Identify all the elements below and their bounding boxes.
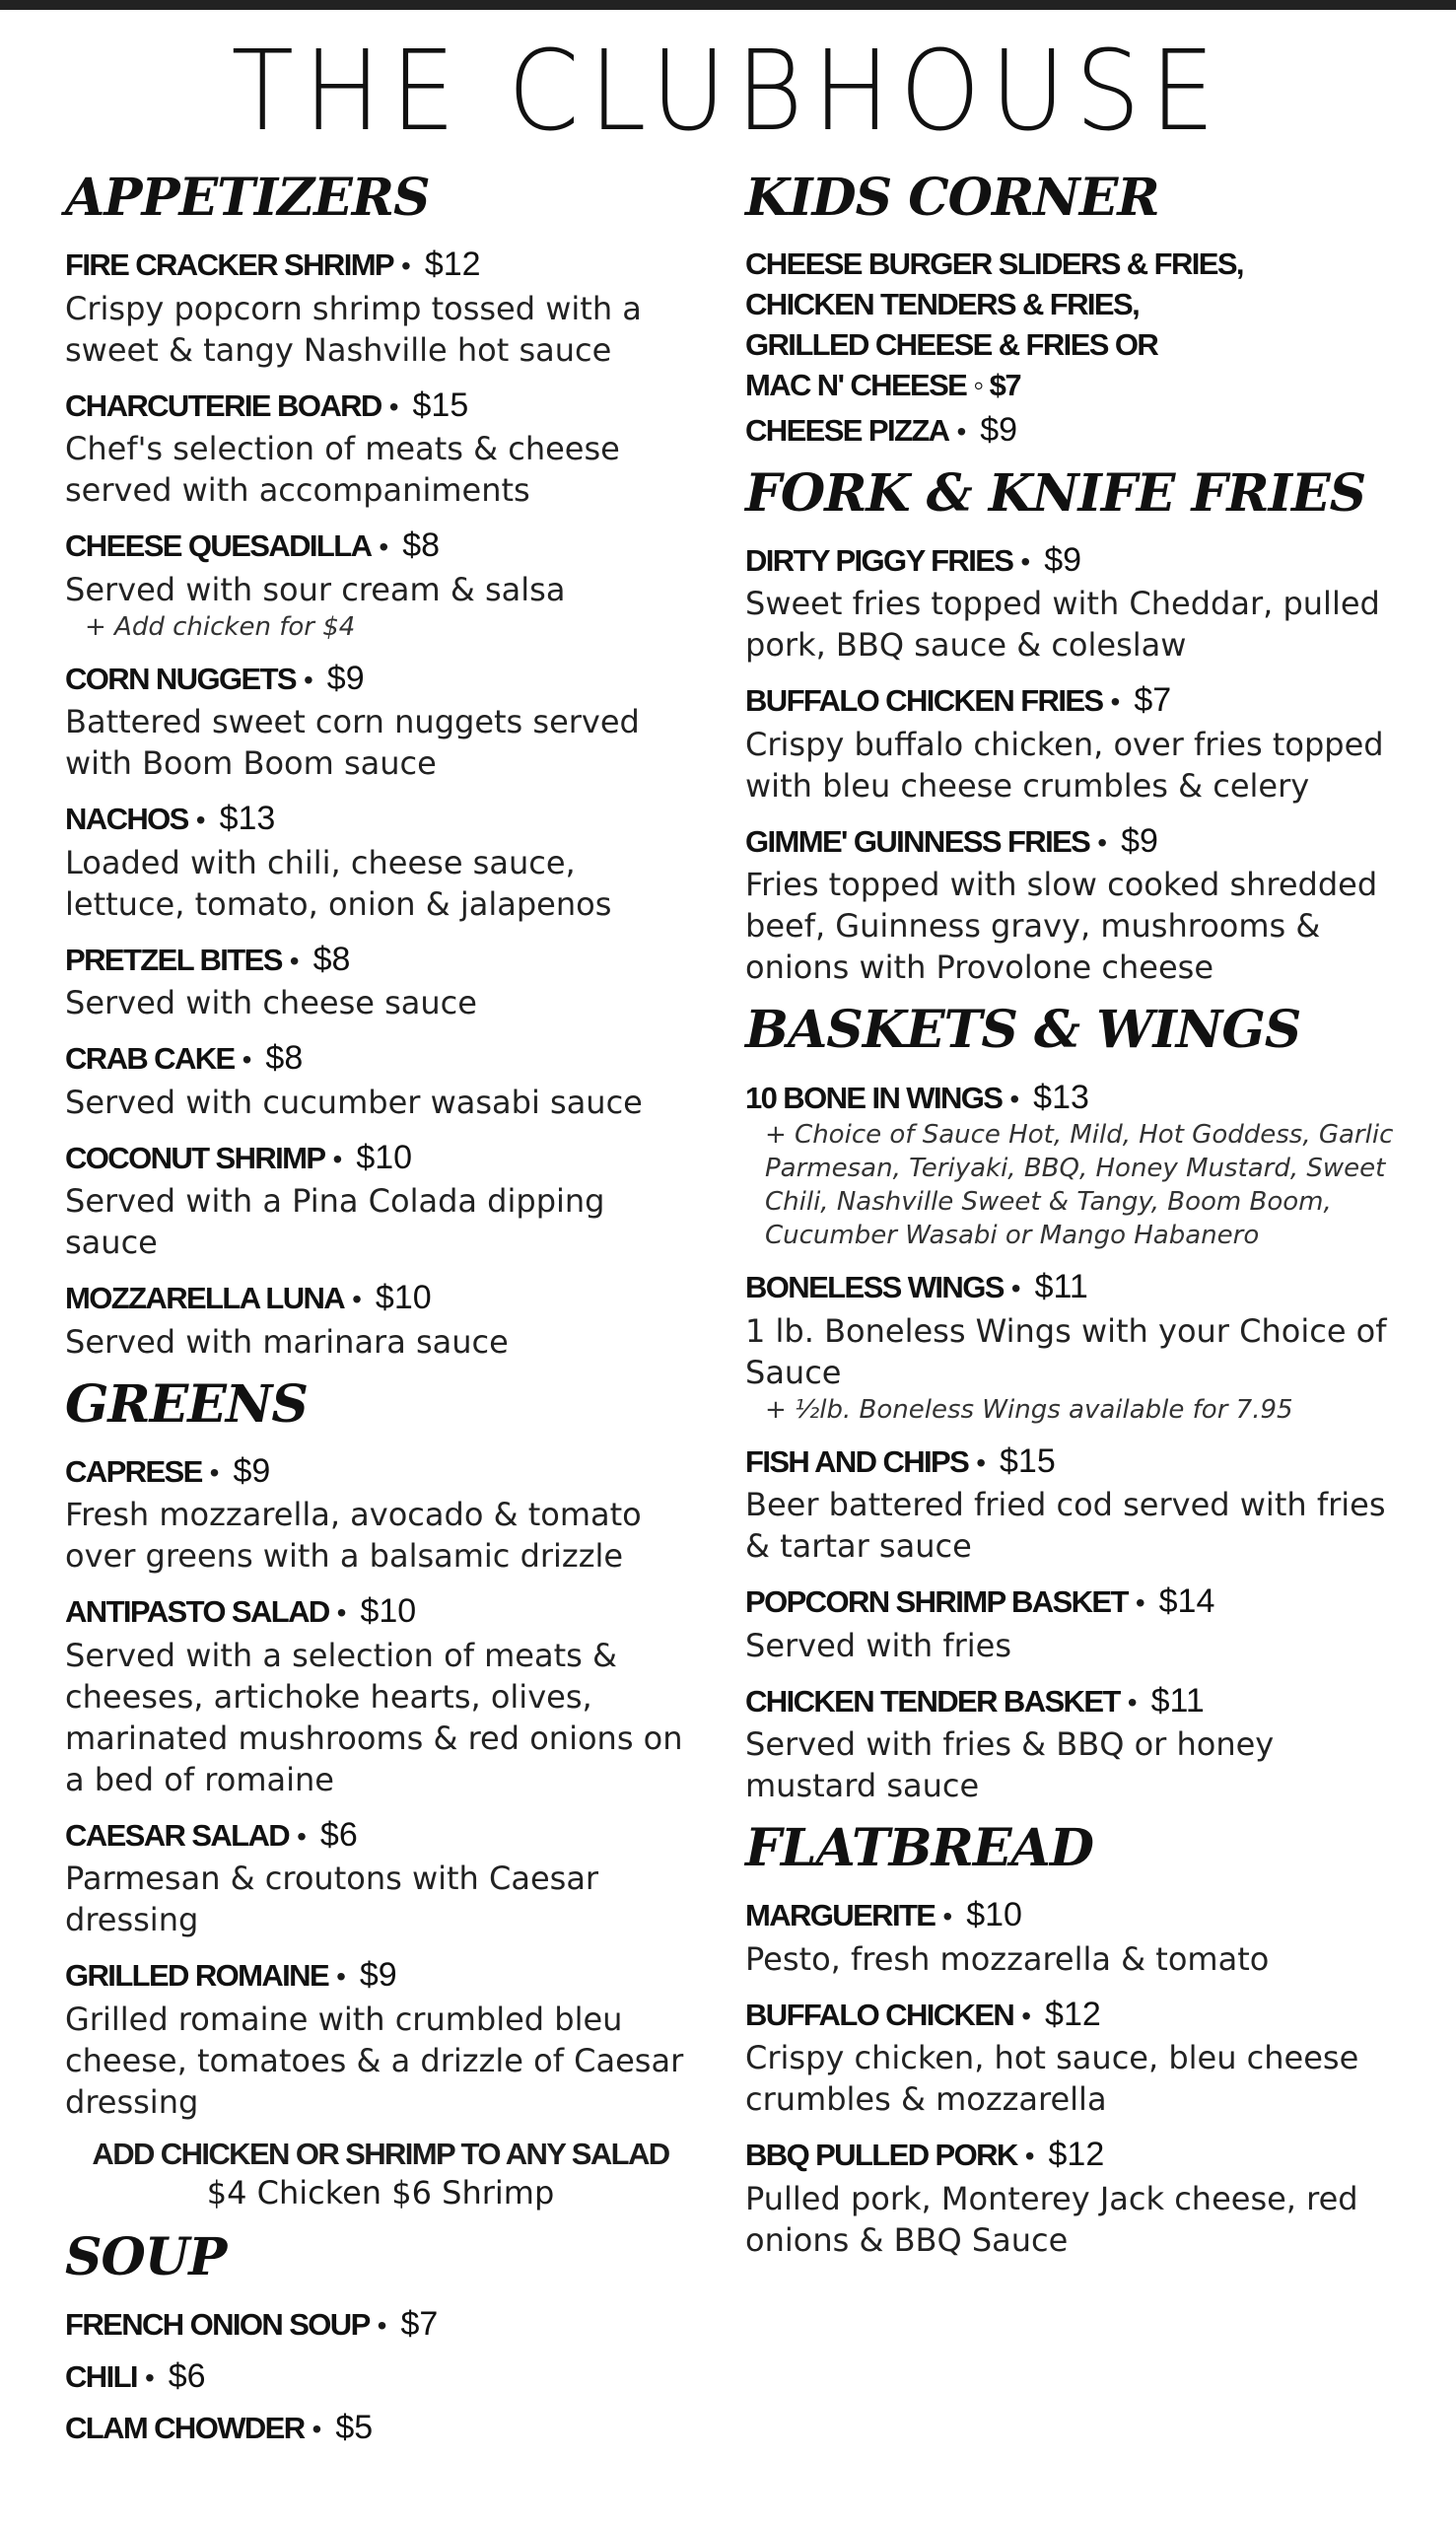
item-price: $7: [400, 2305, 439, 2344]
item-name: COCONUT SHRIMP: [65, 1140, 325, 1175]
item-name: CAESAR SALAD: [65, 1817, 290, 1853]
item-name: CHARCUTERIE BOARD: [65, 387, 381, 423]
separator-dot: •: [379, 531, 389, 563]
item-price: $9: [1121, 821, 1158, 860]
item-price: $9: [326, 659, 365, 697]
item-description: Chef's selection of meats & cheese served with accompaniments: [65, 430, 620, 510]
salad-addon-title: ADD CHICKEN OR SHRIMP TO ANY SALAD: [92, 2136, 669, 2171]
separator-dot: •: [352, 1284, 362, 1315]
item-name: CLAM CHOWDER: [65, 2411, 305, 2446]
item-description: Battered sweet corn nuggets served with Boom Boom sauce: [65, 703, 640, 783]
item-name: POPCORN SHRIMP BASKET: [745, 1584, 1128, 1620]
item-name: CAPRESE: [65, 1453, 202, 1489]
item-price: $13: [219, 800, 276, 838]
separator-dot: •: [1020, 545, 1031, 577]
item-price: $9: [980, 411, 1018, 450]
item-description: Beer battered fried cod served with fries & tartar sauce: [745, 1486, 1386, 1566]
item-price: $8: [265, 1039, 304, 1078]
item-name: BONELESS WINGS: [745, 1270, 1004, 1305]
right-column: [745, 170, 1396, 2275]
item-description: Grilled romaine with crumbled bleu cheese, tomatoes & a drizzle of Caesar dressing: [65, 2000, 684, 2121]
item-description: Crispy popcorn shrimp tossed with a sweet & tangy Nashville hot sauce: [65, 289, 642, 369]
item-description: Fresh mozzarella, avocado & tomato over greens with a balsamic drizzle: [65, 1496, 642, 1576]
item-description: Crispy buffalo chicken, over fries topped with bleu cheese crumbles & celery: [745, 725, 1384, 805]
menu-item: [65, 1814, 696, 1941]
kids-line: MAC N' CHEESE ◦ $7: [745, 368, 1020, 403]
separator-dot: •: [332, 1143, 343, 1174]
item-price: $10: [356, 1138, 413, 1176]
menu-item: [745, 1077, 1396, 1253]
menu-item: [65, 1450, 696, 1578]
item-price: $10: [375, 1279, 432, 1317]
salad-addon: [65, 2137, 696, 2213]
section-title-baskets: BASKETS & WINGS: [745, 1000, 1301, 1061]
item-description: Served with fries & BBQ or honey mustard sauce: [745, 1725, 1275, 1805]
item-name: GRILLED ROMAINE: [65, 1958, 329, 1994]
separator-dot: •: [209, 1456, 220, 1488]
item-price: $14: [1158, 1582, 1215, 1621]
item-price: $5: [335, 2409, 374, 2447]
menu-item: [65, 1590, 696, 1800]
kids-line: GRILLED CHEESE & FRIES OR: [745, 327, 1158, 363]
separator-dot: •: [336, 1961, 346, 1993]
item-name: CHICKEN TENDER BASKET: [745, 1683, 1120, 1719]
kids-combo: [745, 244, 1396, 405]
menu-item: [65, 2355, 696, 2398]
menu-item: [65, 244, 696, 371]
item-description: Loaded with chili, cheese sauce, lettuce, tomato, onion & jalapenos: [65, 843, 612, 923]
item-description: Served with a Pina Colada dipping sauce: [65, 1182, 605, 1262]
menu-item: [745, 2134, 1396, 2261]
separator-dot: •: [1021, 2000, 1032, 2031]
item-name: CHEESE PIZZA: [745, 413, 949, 449]
item-price: $15: [412, 386, 469, 424]
greens-list: [65, 1450, 696, 2123]
menu-item: [745, 820, 1396, 989]
item-price: $15: [1000, 1441, 1056, 1480]
separator-dot: •: [1110, 686, 1121, 718]
item-name: NACHOS: [65, 802, 188, 837]
menu-item: [745, 1266, 1396, 1427]
separator-dot: •: [195, 805, 206, 836]
flatbread-list: [745, 1894, 1396, 2261]
item-name: FISH AND CHIPS: [745, 1443, 969, 1479]
item-price: $13: [1033, 1078, 1089, 1116]
appetizers-list: [65, 244, 696, 1363]
item-note: + ½lb. Boneless Wings available for 7.95: [765, 1394, 1293, 1425]
item-price: $12: [1048, 2136, 1105, 2174]
section-title-kids: KIDS CORNER: [745, 168, 1159, 228]
separator-dot: •: [242, 1044, 252, 1076]
item-description: Pulled pork, Monterey Jack cheese, red onions & BBQ Sauce: [745, 2179, 1358, 2259]
separator-dot: •: [303, 664, 313, 695]
item-name: PRETZEL BITES: [65, 942, 282, 977]
salad-addon-prices: $4 Chicken $6 Shrimp: [206, 2173, 555, 2212]
item-price: $12: [1045, 1995, 1101, 2033]
item-name: DIRTY PIGGY FRIES: [745, 542, 1013, 578]
kids-line: CHICKEN TENDERS & FRIES,: [745, 287, 1140, 322]
item-description: Crispy chicken, hot sauce, bleu cheese crumbles & mozzarella: [745, 2039, 1359, 2119]
separator-dot: •: [289, 945, 300, 976]
menu-item: [65, 1037, 696, 1123]
menu-item: [65, 1137, 696, 1264]
item-name: BUFFALO CHICKEN: [745, 1997, 1014, 2032]
item-description: Served with fries: [745, 1626, 1011, 1664]
section-title-greens: GREENS: [65, 1373, 308, 1435]
item-price: $11: [1034, 1268, 1088, 1306]
item-name: CHILI: [65, 2358, 137, 2394]
item-name: 10 BONE IN WINGS: [745, 1080, 1003, 1115]
item-name: BUFFALO CHICKEN FRIES: [745, 683, 1103, 719]
item-price: $6: [319, 1815, 358, 1854]
kids-line: CHEESE BURGER SLIDERS & FRIES,: [745, 246, 1243, 282]
separator-dot: •: [401, 250, 411, 282]
soup-list: [65, 2303, 696, 2449]
section-title-fries: FORK & KNIFE FRIES: [745, 462, 1366, 524]
item-price: $11: [1150, 1681, 1205, 1720]
item-note: + Choice of Sauce Hot, Mild, Hot Goddess, Garlic Parmesan, Teriyaki, BBQ, Honey Mustard, Sweet Chili, Nashville Sweet & Tangy, Boom Boom, Cucumber Wasabi or Mango Habanero: [765, 1120, 1394, 1251]
top-border: [0, 0, 1456, 10]
separator-dot: •: [377, 2310, 387, 2342]
separator-dot: •: [1127, 1686, 1138, 1718]
menu-item: [745, 1440, 1396, 1568]
separator-dot: •: [1135, 1587, 1145, 1619]
menu-item: [745, 539, 1396, 667]
separator-dot: •: [144, 2361, 155, 2393]
item-price: $6: [168, 2356, 206, 2395]
separator-dot: •: [336, 1597, 347, 1629]
item-description: Served with sour cream & salsa: [65, 570, 566, 608]
separator-dot: •: [1097, 826, 1108, 858]
section-title-appetizers: APPETIZERS: [65, 168, 430, 228]
menu-title: THE CLUBHOUSE: [231, 26, 1225, 156]
item-price: $9: [1044, 540, 1082, 579]
item-note: + Add chicken for $4: [85, 611, 356, 642]
item-name: ANTIPASTO SALAD: [65, 1594, 329, 1630]
item-description: Served with cucumber wasabi sauce: [65, 1083, 643, 1121]
item-name: MOZZARELLA LUNA: [65, 1281, 345, 1316]
item-description: Served with a selection of meats & cheeses, artichoke hearts, olives, marinated mushrooms & red onions on a bed of romaine: [65, 1636, 683, 1798]
item-name: FRENCH ONION SOUP: [65, 2307, 370, 2343]
separator-dot: •: [1009, 1083, 1020, 1114]
item-description: Parmesan & croutons with Caesar dressing: [65, 1860, 599, 1939]
separator-dot: •: [312, 2414, 322, 2445]
baskets-list: [745, 1077, 1396, 1807]
menu-item: [65, 658, 696, 785]
item-name: MARGUERITE: [745, 1898, 936, 1933]
item-description: Served with cheese sauce: [65, 984, 477, 1022]
item-name: FIRE CRACKER SHRIMP: [65, 247, 394, 283]
menu-item: [65, 939, 696, 1024]
menu-item: [745, 1994, 1396, 2121]
menu-item: [65, 1277, 696, 1363]
item-name: CRAB CAKE: [65, 1041, 235, 1077]
item-description: 1 lb. Boneless Wings with your Choice of Sauce: [745, 1311, 1387, 1391]
menu-item: [65, 385, 696, 512]
separator-dot: •: [297, 1820, 307, 1852]
menu-item: [65, 2407, 696, 2449]
item-price: $9: [359, 1956, 397, 1995]
menu-item: [745, 1580, 1396, 1666]
fries-list: [745, 539, 1396, 989]
item-description: Fries topped with slow cooked shredded beef, Guinness gravy, mushrooms & onions with Provolone cheese: [745, 866, 1378, 987]
section-title-flatbread: FLATBREAD: [745, 1818, 1093, 1879]
item-price: $8: [312, 940, 351, 978]
item-price: $8: [402, 527, 441, 565]
item-price: $12: [424, 246, 481, 284]
item-name: GIMME' GUINNESS FRIES: [745, 823, 1090, 859]
item-description: Sweet fries topped with Cheddar, pulled pork, BBQ sauce & coleslaw: [745, 585, 1380, 665]
separator-dot: •: [942, 1901, 953, 1932]
separator-dot: •: [1010, 1273, 1021, 1304]
left-column: [65, 170, 696, 2459]
separator-dot: •: [956, 416, 967, 448]
item-description: Pesto, fresh mozzarella & tomato: [745, 1939, 1270, 1978]
item-description: Served with marinara sauce: [65, 1322, 509, 1361]
item-name: BBQ PULLED PORK: [745, 2138, 1017, 2173]
menu-item: [65, 2303, 696, 2346]
menu-item: [65, 1954, 696, 2123]
menu-item: [745, 679, 1396, 807]
item-price: $10: [360, 1592, 417, 1631]
item-name: CHEESE QUESADILLA: [65, 528, 372, 564]
item-price: $9: [233, 1451, 271, 1490]
menu-item: [745, 1894, 1396, 1980]
item-name: CORN NUGGETS: [65, 661, 296, 696]
menu-item: [745, 1680, 1396, 1807]
item-price: $7: [1134, 681, 1172, 720]
separator-dot: •: [1024, 2141, 1035, 2172]
section-title-soup: SOUP: [65, 2226, 227, 2287]
separator-dot: •: [976, 1446, 987, 1478]
menu-item: [65, 525, 696, 644]
separator-dot: •: [388, 390, 399, 422]
menu-item: [65, 798, 696, 925]
menu-item: [745, 409, 1396, 452]
item-price: $10: [966, 1896, 1022, 1934]
